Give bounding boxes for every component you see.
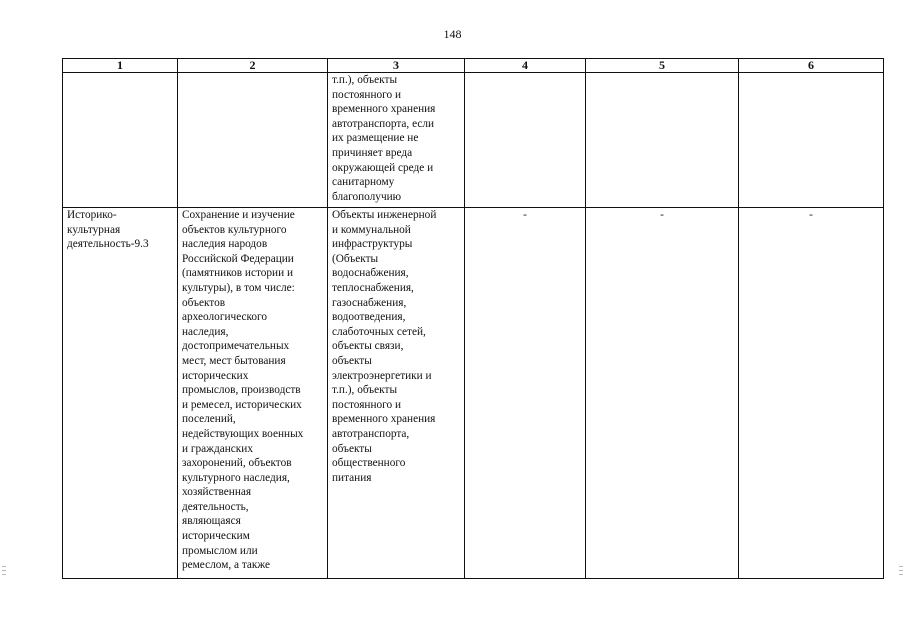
cell-text-line: деятельность,	[182, 500, 249, 513]
land-use-table	[62, 58, 884, 579]
cell-text-line: и ремесел, исторических	[182, 398, 302, 411]
cell-text-line: объекты	[332, 442, 372, 455]
cell-column-6: -	[739, 208, 884, 579]
cell-text-line: их размещение не	[332, 132, 419, 145]
column-header-3: 3	[328, 59, 465, 73]
cell-text-line: культурного наследия,	[182, 471, 290, 484]
page-number: 148	[443, 27, 462, 41]
cell-text-line: т.п.), объекты	[332, 74, 398, 86]
cell-text-line: и коммунальной	[332, 223, 411, 236]
cell-text-line: автотранспорта,	[332, 427, 410, 440]
cell-text-line: окружающей среде и	[332, 161, 434, 174]
cell-description	[178, 73, 328, 208]
scan-mark-right	[899, 566, 903, 567]
cell-text-line: археологического	[182, 311, 268, 324]
cell-text-line: объекты	[332, 354, 372, 367]
cell-text-line: деятельность-9.3	[67, 238, 149, 251]
cell-description	[178, 208, 328, 579]
cell-text-line: Объекты инженерной	[332, 209, 437, 221]
cell-text-line: т.п.), объекты	[332, 384, 398, 397]
cell-text-line: мест, мест бытования	[182, 354, 286, 367]
cell-text-line: общественного	[332, 457, 406, 470]
cell-column-5: -	[586, 208, 739, 579]
cell-text-line: хозяйственная	[182, 486, 252, 499]
cell-use-type	[63, 208, 178, 579]
cell-text-line: санитарному	[332, 176, 395, 189]
cell-text-line: Российской Федерации	[182, 252, 294, 265]
cell-text-line: водоснабжения,	[332, 267, 409, 280]
cell-text-line: временного хранения	[332, 103, 436, 116]
cell-permitted-objects	[328, 208, 465, 579]
cell-column-6	[739, 73, 884, 208]
cell-text-line: наследия народов	[182, 238, 268, 251]
scan-mark-left	[2, 574, 6, 575]
column-header-6: 6	[739, 59, 884, 73]
cell-text-line: постоянного и	[332, 398, 402, 411]
cell-column-5	[586, 73, 739, 208]
cell-text-line: водоотведения,	[332, 311, 406, 324]
cell-text-line: промыслом или	[182, 544, 258, 557]
cell-text-line: (Объекты	[332, 252, 379, 265]
cell-text-line: исторических	[182, 369, 249, 382]
cell-text-line: достопримечательных	[182, 340, 290, 353]
cell-use-type	[63, 73, 178, 208]
cell-text-line: поселений,	[182, 413, 236, 426]
column-header-5: 5	[586, 59, 739, 73]
cell-text-line: (памятников истории и	[182, 267, 294, 280]
cell-text-line: являющаяся	[182, 515, 241, 528]
cell-text-line: ремеслом, а также	[182, 559, 271, 572]
cell-text-line: инфраструктуры	[332, 238, 413, 251]
cell-text-line: причиняет вреда	[332, 146, 413, 159]
cell-column-4	[465, 73, 586, 208]
cell-text-line: благополучию	[332, 190, 402, 203]
column-header-4: 4	[465, 59, 586, 73]
scan-mark-left	[2, 566, 6, 567]
cell-text-line: Сохранение и изучение	[182, 209, 295, 221]
cell-text-line: захоронений, объектов	[182, 457, 292, 470]
scan-mark-right	[899, 570, 903, 571]
cell-text-line: историческим	[182, 530, 250, 543]
cell-text-line: постоянного и	[332, 88, 402, 101]
cell-text-line: электроэнергетики и	[332, 369, 432, 382]
table-row	[63, 73, 884, 208]
cell-text-line: объектов	[182, 296, 226, 309]
column-header-2: 2	[178, 59, 328, 73]
cell-text-line: слаботочных сетей,	[332, 325, 426, 338]
cell-text-line: автотранспорта, если	[332, 117, 435, 130]
cell-text-line: питания	[332, 471, 372, 484]
cell-text-line: культурная	[67, 223, 121, 236]
cell-text-line: газоснабжения,	[332, 296, 407, 309]
scan-mark-right	[899, 574, 903, 575]
cell-text-line: культуры), в том числе:	[182, 281, 295, 294]
cell-text-line: недействующих военных	[182, 427, 304, 440]
cell-text-line: промыслов, производств	[182, 384, 301, 397]
cell-permitted-objects	[328, 73, 465, 208]
cell-text-line: наследия,	[182, 325, 229, 338]
scan-mark-left	[2, 570, 6, 571]
column-header-1: 1	[63, 59, 178, 73]
cell-text-line: объекты связи,	[332, 340, 404, 353]
cell-column-4: -	[465, 208, 586, 579]
cell-text-line: теплоснабжения,	[332, 281, 414, 294]
cell-text-line: объектов культурного	[182, 223, 287, 236]
cell-text-line: Историко-	[67, 209, 117, 221]
header-row	[63, 59, 884, 73]
cell-text-line: временного хранения	[332, 413, 436, 426]
table-row	[63, 208, 884, 579]
cell-text-line: и гражданских	[182, 442, 253, 455]
